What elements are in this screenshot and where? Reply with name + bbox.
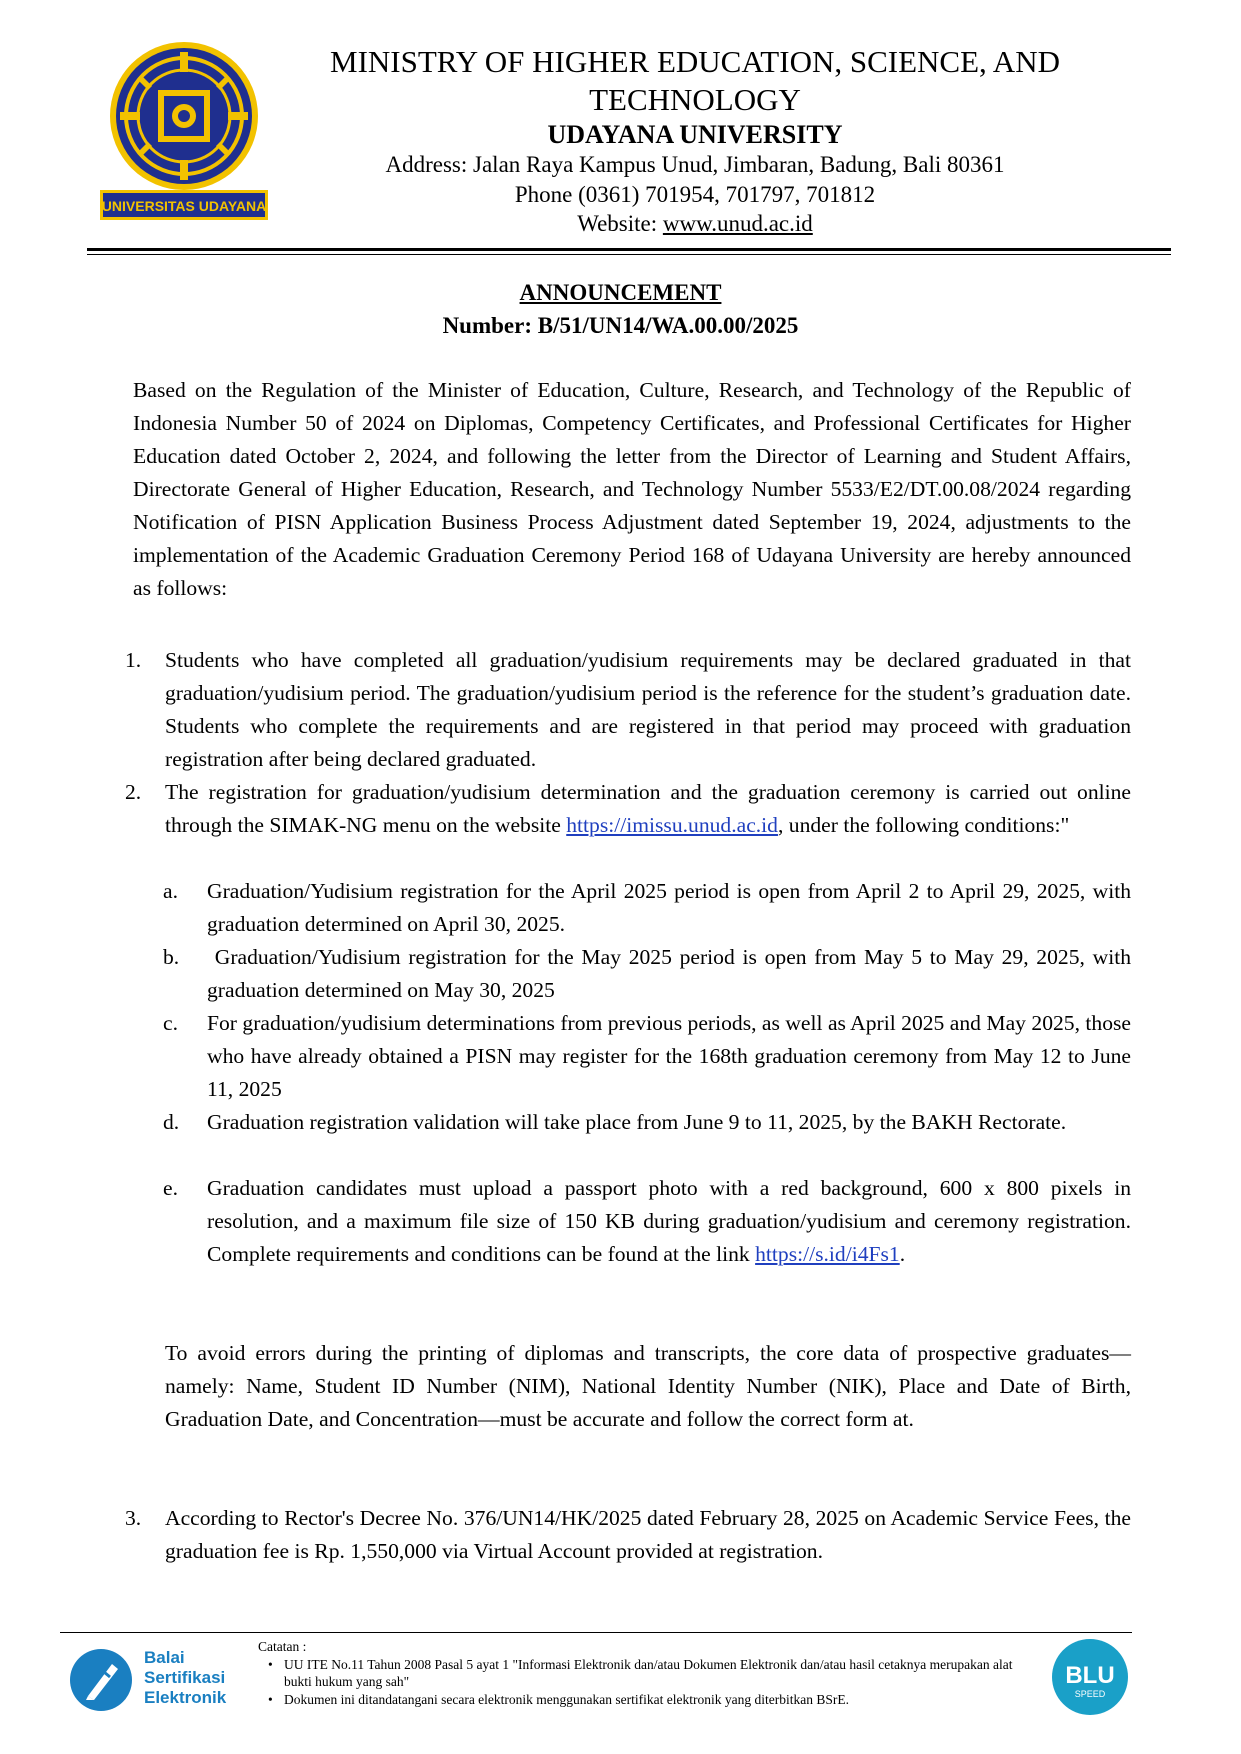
subitem-letter: c.: [163, 1011, 178, 1035]
footer-catatan: Catatan :: [258, 1639, 307, 1654]
bsre-pen-icon: [66, 1642, 136, 1714]
item-text: , under the following conditions:": [777, 813, 1070, 837]
subitem-letter: e.: [163, 1176, 178, 1200]
logo-caption: UNIVERSITAS UDAYANA: [101, 198, 267, 214]
sub-list-item: Graduation registration validation will take place from June 9 to 11, 2025, by the BAKH Rectorate.: [207, 1110, 1067, 1134]
item-text: .: [899, 1242, 906, 1266]
item-number: 3.: [125, 1506, 142, 1530]
note-paragraph: To avoid errors during the printing of diplomas and transcripts, the core data of prospective graduates—namely: Name, Student ID Number (NIM), National Identity Number (NIK), Place and Date of Birth, Graduation Date, and Concentration—must be accurate and follow the correct form at.: [165, 1341, 1131, 1431]
item-text: Graduation candidates must upload a passport photo with a red background, 600 x 800 pixels in resolution, and a maximum file size of 150 KB during graduation/yudisium and ceremony registration. Complete requirements and conditions can be found at the link: [207, 1176, 1131, 1266]
phone: Phone (0361) 701954, 701797, 701812: [514, 182, 876, 207]
announcement-number: Number: B/51/UN14/WA.00.00/2025: [442, 313, 799, 338]
bullet-icon: •: [268, 1692, 273, 1707]
sub-list-item: For graduation/yudisium determinations from previous periods, as well as April 2025 and May 2025, those who have already obtained a PISN may register for the 168th graduation ceremony from May 12 to June 11, 2025: [207, 1011, 1131, 1101]
footer-note: UU ITE No.11 Tahun 2008 Pasal 5 ayat 1 "Informasi Elektronik dan/atau Dokumen Elektronik dan/atau hasil cetaknya merupakan alat bukti hukum yang sah": [284, 1657, 1013, 1689]
blu-speed-logo: [1050, 1637, 1130, 1717]
bsre-text-line: Sertifikasi: [144, 1668, 226, 1687]
address: Address: Jalan Raya Kampus Unud, Jimbaran, Badung, Bali 80361: [385, 152, 1005, 177]
requirements-link[interactable]: https://s.id/i4Fs1: [755, 1242, 900, 1266]
list-item: [165, 776, 1131, 842]
bullet-icon: •: [268, 1657, 273, 1672]
footer-note: Dokumen ini ditandatangani secara elektronik menggunakan sertifikat elektronik yang diterbitkan BSrE.: [284, 1692, 849, 1707]
sub-list-item: Graduation/Yudisium registration for the April 2025 period is open from April 2 to April 29, 2025, with graduation determined on April 30, 2025.: [207, 879, 1131, 936]
udayana-university-logo: [98, 38, 270, 224]
header-rule-thin: [87, 254, 1171, 255]
website-link[interactable]: www.unud.ac.id: [662, 211, 813, 236]
ministry-line-2: TECHNOLOGY: [589, 82, 801, 117]
website-label: Website:: [577, 211, 663, 236]
header-rule-thick: [87, 248, 1171, 251]
subitem-letter: d.: [163, 1110, 180, 1134]
intro-paragraph: Based on the Regulation of the Minister of Education, Culture, Research, and Technology of the Republic of Indonesia Number 50 of 2024 on Diplomas, Competency Certificates, and Professional Certificates for Higher Education dated October 2, 2024, and following the letter from the Director of Learning and Student Affairs, Directorate General of Higher Education, Research, and Technology Number 5533/E2/DT.00.08/2024 regarding Notification of PISN Application Business Process Adjustment dated September 19, 2024, adjustments to the implementation of the Academic Graduation Ceremony Period 168 of Udayana University are hereby announced as follows:: [133, 378, 1131, 600]
item-number: 2.: [125, 780, 142, 804]
blu-logo-text: BLU: [1065, 1662, 1115, 1689]
item-number: 1.: [125, 648, 142, 672]
bsre-logo: [66, 1642, 251, 1714]
ministry-line-1: MINISTRY OF HIGHER EDUCATION, SCIENCE, AND: [330, 44, 1060, 79]
imissu-link[interactable]: https://imissu.unud.ac.id: [566, 813, 778, 837]
list-item: According to Rector's Decree No. 376/UN14/HK/2025 dated February 28, 2025 on Academic Service Fees, the graduation fee is Rp. 1,550,000 via Virtual Account provided at registration.: [165, 1506, 1131, 1563]
list-item: Students who have completed all graduation/yudisium requirements may be declared graduated in that graduation/yudisium period. The graduation/yudisium period is the reference for the student’s graduation date. Students who complete the requirements and are registered in that period may proceed with graduation registration after being declared graduated.: [165, 648, 1131, 771]
sub-list-item: Graduation/Yudisium registration for the May 2025 period is open from May 5 to May 29, 2025, with graduation determined on May 30, 2025: [207, 945, 1137, 1002]
item-text: The registration for graduation/yudisium determination and the graduation ceremony is carried out online through the SIMAK-NG menu on the website: [165, 780, 1131, 837]
university-name: UDAYANA UNIVERSITY: [547, 120, 843, 149]
footer-rule: [60, 1632, 1132, 1633]
subitem-letter: a.: [163, 879, 178, 903]
website-line: [250, 211, 1140, 237]
subitem-letter: b.: [163, 945, 180, 969]
announcement-title: ANNOUNCEMENT: [519, 280, 722, 305]
bsre-text-line: Balai: [144, 1648, 185, 1667]
sub-list-item: [207, 1172, 1131, 1271]
bsre-text-line: Elektronik: [144, 1688, 227, 1707]
blu-logo-sub: SPEED: [1074, 1689, 1106, 1699]
